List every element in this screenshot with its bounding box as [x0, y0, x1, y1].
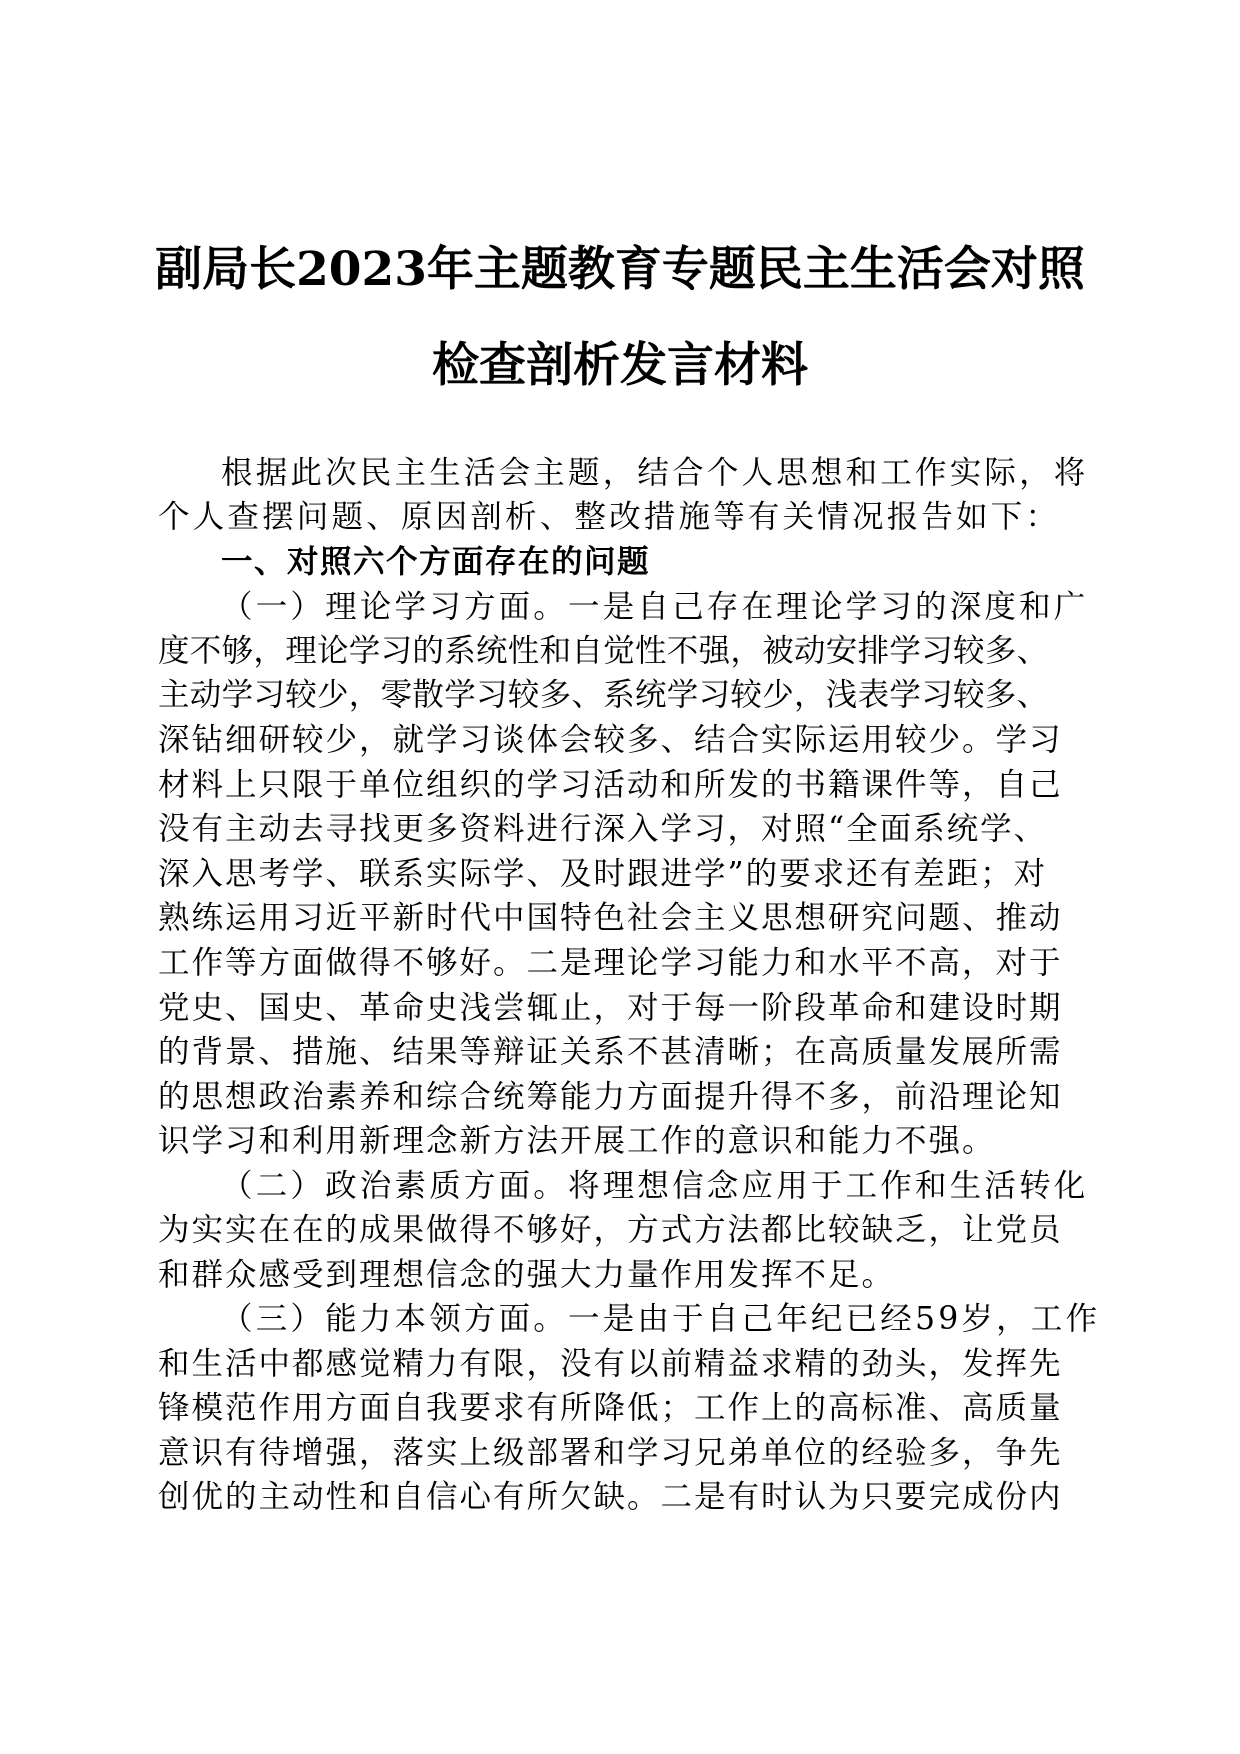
paragraph-line: 识学习和利用新理念新方法开展工作的意识和能力不强。	[158, 1123, 996, 1159]
paragraph-line: （二）政治素质方面。将理想信念应用于工作和生活转化	[221, 1168, 1089, 1204]
paragraph-line: 熟练运用习近平新时代中国特色社会主义思想研究问题、推动	[158, 900, 1063, 936]
paragraph-line: 的思想政治素养和综合统筹能力方面提升得不多，前沿理论知	[158, 1079, 1063, 1115]
paragraph-line: 意识有待增强，落实上级部署和学习兄弟单位的经验多，争先	[158, 1435, 1063, 1471]
paragraph-line: （一）理论学习方面。一是自己存在理论学习的深度和广	[221, 589, 1089, 625]
paragraph-line: 创优的主动性和自信心有所欠缺。二是有时认为只要完成份内	[158, 1479, 1063, 1515]
paragraph-line: 工作等方面做得不够好。二是理论学习能力和水平不高，对于	[158, 945, 1063, 981]
section-heading: 一、对照六个方面存在的问题	[221, 544, 651, 580]
paragraph-line: 深钻细研较少，就学习谈体会较多、结合实际运用较少。学习	[158, 722, 1063, 758]
paragraph-line: 和生活中都感觉精力有限，没有以前精益求精的劲头，发挥先	[158, 1346, 1063, 1382]
paragraph-line: 根据此次民主生活会主题，结合个人思想和工作实际，将	[221, 455, 1089, 491]
paragraph-line: 锋模范作用方面自我要求有所降低；工作上的高标准、高质量	[158, 1390, 1063, 1426]
paragraph-line: 材料上只限于单位组织的学习活动和所发的书籍课件等，自己	[158, 767, 1063, 803]
document-title-line-1: 副局长2023年主题教育专题民主生活会对照	[155, 242, 1085, 297]
paragraph-line: 为实实在在的成果做得不够好，方式方法都比较缺乏，让党员	[158, 1212, 1063, 1248]
paragraph-line: 的背景、措施、结果等辩证关系不甚清晰；在高质量发展所需	[158, 1034, 1063, 1070]
paragraph-line: 和群众感受到理想信念的强大力量作用发挥不足。	[158, 1257, 896, 1293]
paragraph-line: 没有主动去寻找更多资料进行深入学习，对照“全面系统学、	[158, 811, 1048, 847]
paragraph-line: 深入思考学、联系实际学、及时跟进学”的要求还有差距；对	[158, 856, 1048, 892]
paragraph-line: （三）能力本领方面。一是由于自己年纪已经59岁，工作	[221, 1301, 1101, 1337]
paragraph-line: 度不够，理论学习的系统性和自觉性不强，被动安排学习较多、	[158, 633, 1049, 669]
paragraph-line: 个人查摆问题、原因剖析、整改措施等有关情况报告如下：	[158, 499, 1061, 535]
paragraph-line: 党史、国史、革命史浅尝辄止，对于每一阶段革命和建设时期	[158, 990, 1063, 1026]
paragraph-line: 主动学习较少，零散学习较多、系统学习较少，浅表学习较多、	[158, 677, 1049, 713]
document-title-line-2: 检查剖析发言材料	[432, 338, 808, 393]
